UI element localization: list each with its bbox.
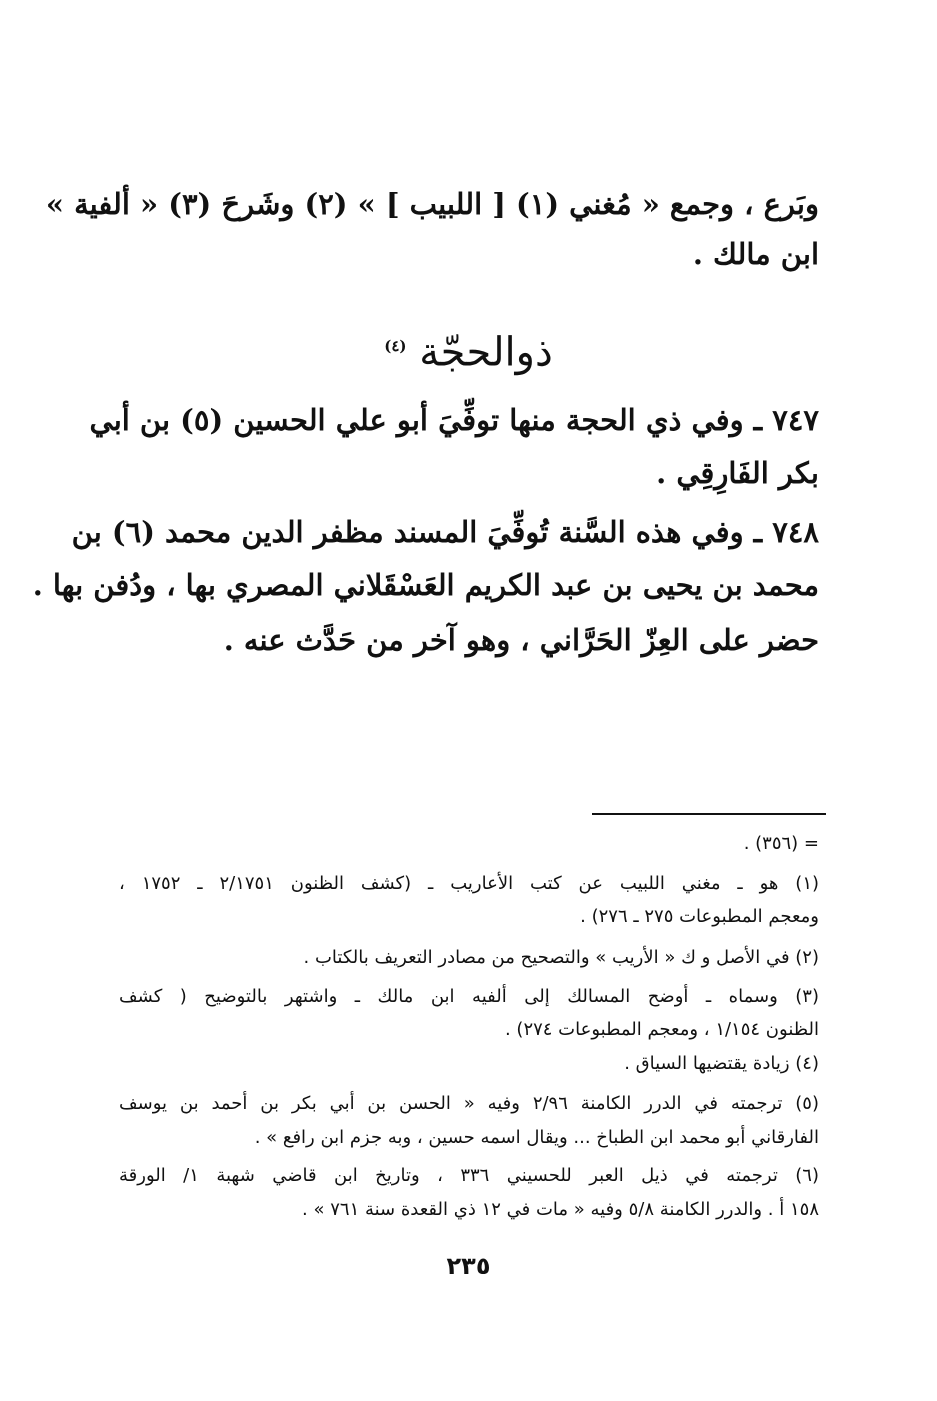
section-heading-text: ذوالحجّة — [419, 329, 553, 376]
body-line-3: ٧٤٧ ـ وفي ذي الحجة منها توفِّيَ أبو علي الحسين (٥) بن أبي — [89, 403, 819, 437]
footnote-line-10: (٦) ترجمته في ذيل العبر للحسيني ٣٣٦ ، وتاريخ ابن قاضي شهبة ١/ الورقة — [119, 1165, 819, 1186]
footnote-line-5: (٣) وسماه ـ أوضح المسالك إلى ألفيه ابن مالك ـ واشتهر بالتوضيح ( كشف — [119, 986, 819, 1007]
body-line-6: محمد بن يحيى بن عبد الكريم العَسْقَلاني المصري بها ، ودُفن بها . — [32, 568, 819, 602]
footnote-line-8: (٥) ترجمته في الدرر الكامنة ٢/٩٦ وفيه « الحسن بن أبي بكر بن أحمد بن يوسف — [119, 1093, 819, 1114]
footnote-line-4: (٢) في الأصل و ك « الأريب » والتصحيح من مصادر التعريف بالكتاب . — [303, 947, 819, 968]
body-line-5: ٧٤٨ ـ وفي هذه السَّنة تُوفِّيَ المسند مظفر الدين محمد (٦) بن — [71, 515, 819, 549]
page-number: ٢٣٥ — [446, 1252, 491, 1280]
section-heading — [0, 318, 937, 380]
body-line-1: وبَرع ، وجمع « مُغني (١) [ اللبيب ] » (٢) وشَرحَ (٣) « ألفية » — [45, 187, 819, 221]
footnote-line-9: الفارقاني أبو محمد ابن الطباخ ... ويقال اسمه حسين ، وبه جزم ابن رافع » . — [254, 1127, 819, 1148]
footnote-line-11: ١٥٨ أ . والدرر الكامنة ٥/٨ وفيه « مات في ١٢ ذي القعدة سنة ٧٦١ » . — [302, 1199, 819, 1220]
body-line-4: بكر الفَارِقِي . — [656, 456, 819, 490]
body-line-7: حضر على العِزّ الحَرَّاني ، وهو آخر من حَدَّث عنه . — [223, 623, 819, 657]
footnote-line-6: الظنون ١/١٥٤ ، ومعجم المطبوعات ٢٧٤) . — [504, 1019, 819, 1040]
footnote-line-3: ومعجم المطبوعات ٢٧٥ ـ ٢٧٦) . — [580, 906, 819, 927]
footnote-line-1: = (٣٥٦) . — [743, 833, 819, 854]
section-heading-note: (٤) — [384, 337, 407, 355]
footnote-line-7: (٤) زيادة يقتضيها السياق . — [624, 1053, 819, 1074]
footnote-separator — [592, 813, 826, 815]
body-line-2: ابن مالك . — [692, 237, 819, 271]
footnote-line-2: (١) هو ـ مغني اللبيب عن كتب الأعاريب ـ (كشف الظنون ٢/١٧٥١ ـ ١٧٥٢ ، — [119, 873, 820, 894]
